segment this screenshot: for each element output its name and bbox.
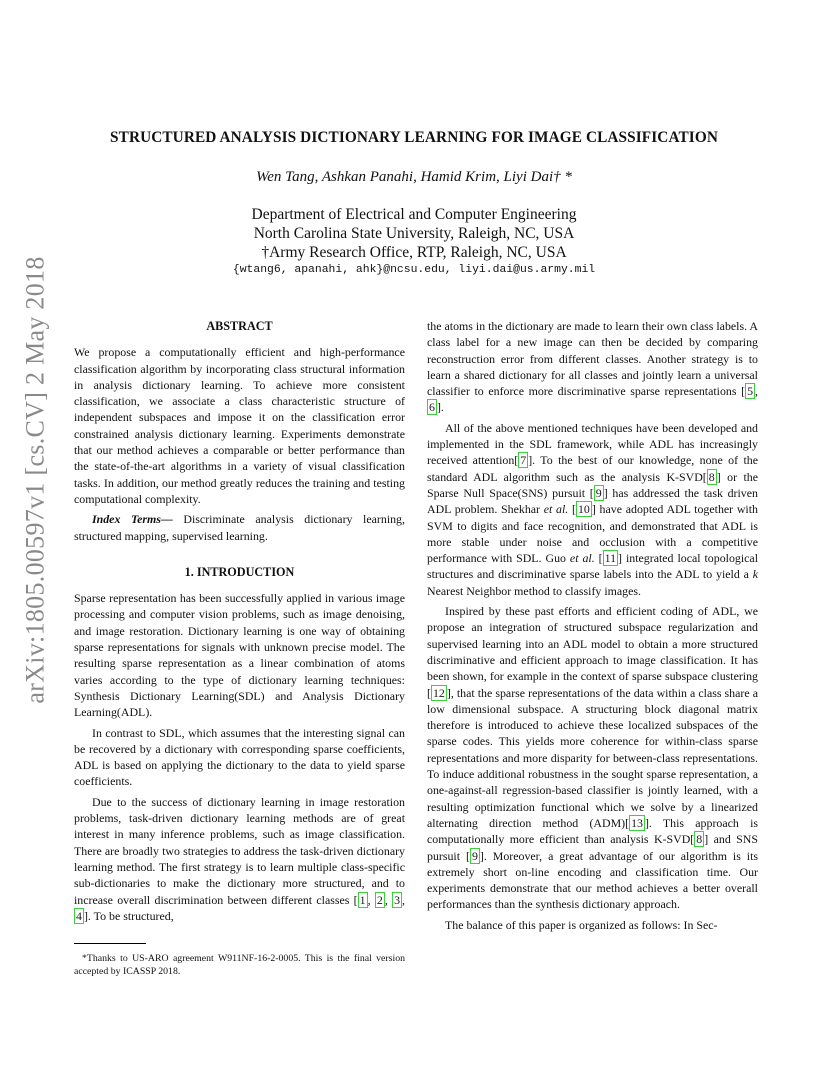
citation-link-12[interactable]: 12 [432,685,445,700]
citation-link-8[interactable]: 8 [708,469,715,484]
right-p2-text-b: ]. To the best of our knowledge, none of the standard ADL algorithm such as the analysis K-SVD[ [427,453,758,484]
et-al-guo: et al. [569,551,595,566]
abstract-text: We propose a computationally efficient and high-performance classification algorithm by incorporating class structural information in analysis dictionary learning. To achieve more consistent classification, we associate a class characteristic structure of independent subspaces and impose it on the classification error constrained analysis dictionary learning. Experiments demonstrate that our method achieves a comparable or better performance than the state-of-the-art algorithms in a variety of visual classification tasks. In addition, our method greatly reduces the training and testing computational complexity. [74,345,405,506]
intro-paragraph-2: In contrast to SDL, which assumes that the interesting signal can be recovered by a dictionary with corresponding sparse coefficients, ADL is based on applying the dictionary to the data to yield sparse coefficients. [74,725,405,789]
right-p2-text-c: ] or the Sparse Null Space(SNS) pursuit [ [427,469,758,500]
citation-link-1[interactable]: 1 [359,892,366,907]
citation-link-4[interactable]: 4 [76,908,82,923]
intro-paragraph-3: Due to the success of dictionary learning in image restoration problems, task-driven dictionary learning methods are of great interest in many inference problems, such as image classification. There are broadly two strategies to address the task-driven dictionary learning method. The first strategy is to learn multiple class-specific sub-dictionaries to make the dictionary more structured, and to increase overall discrimination between different classes [ 1 , 2 , 3 , 4 ]. To be structured, [74,794,406,923]
right-p3-text-c: ]. This approach is computationally more efficient than analysis K-SVD[ [427,815,758,847]
citation-link-6[interactable]: 6 [429,400,435,415]
right-p3-text-e: ]. Moreover, a great advantage of our algorithm is its extremely short on-line encoding and classification time. Our experiments demonstrate that our method achieves a better overall performances than the synthesis dictionary approach. [427,848,758,912]
citation-link-10[interactable]: 10 [577,502,590,517]
right-p2-text-g: Nearest Neighbor method to classify images. [427,583,641,598]
index-terms-label: Index Terms— [92,512,173,527]
right-p1-text-b: ]. [436,400,444,415]
index-terms [74,511,405,544]
citation-link-7[interactable]: 7 [520,453,527,468]
right-p1-text-a: the atoms in the dictionary are made to learn their own class labels. A class label for a new image can then be decided by comparing reconstruction error from different classes. Another strategy is to learn a shared dictionary for all classes and jointly learn a universal classifier to enforce more discriminative sparse representations [ [427,319,758,399]
right-p3-text-a: Inspired by these past efforts and efficient coding of ADL, we propose an integration of structured subspace regularization and supervised learning into an ADL model to obtain a more structured discriminative and efficient approach to image classification. It has been shown, for example in the context of sparse subspace clustering [ [427,604,758,700]
paper-authors: Wen Tang, Ashkan Panahi, Hamid Krim, Liyi Dai† * [256,169,572,185]
right-column [427,318,758,933]
right-p2-text-a: All of the above mentioned techniques have been developed and implemented in the SDL framework, while ADL has increasingly received attention[ [427,420,758,468]
citation-link-9[interactable]: 9 [595,485,602,500]
index-terms-text: Discriminate analysis dictionary learning, structured mapping, supervised learning. [74,512,405,543]
right-paragraph-1: the atoms in the dictionary are made to learn their own class labels. A class label for a new image can then be decided by comparing reconstruction error from different classes. Another strategy is to learn a shared dictionary for all classes and jointly learn a universal classifier to enforce more discriminative sparse representations [ 5 , 6 ]. [427,319,758,415]
intro-paragraph-1: Sparse representation has been successfully applied in various image processing and computer vision problems, such as image denoising, and image restoration. Dictionary learning is one way of obtaining sparse representations for signals with unknown precise model. The resulting sparse representation as a linear combination of atoms varies according to the type of dictionary learning techniques: Synthesis Dictionary Learning(SDL) and Analysis Dictionary Learning(ADL). [74,591,405,720]
citation-link-8b[interactable]: 8 [696,832,703,847]
right-paragraph-2: All of the above mentioned techniques have been developed and implemented in the SDL framework, while ADL has increasingly received attention[ 7 ]. To the best of our knowledge, none of the standard ADL algorithm such as the analysis K-SVD[ 8 ] or the Sparse Null Space(SNS) pursuit [ 9 ] has addressed the task driven ADL problem. Shekhar et al. [ 10 ] have adopted ADL together with SVM to digits and face recognition, and demonstrated that ADL is more stable under noise and occlusion with a competitive performance with SDL. Guo et al. [ 11 ] integrated local topological structures and discriminative sparse labels into the ADL to yield a k Nearest Neighbor method to classify images. [427,420,758,598]
citation-link-11[interactable]: 11 [604,551,617,566]
right-p3-text-d: ] and SNS pursuit [ [427,832,758,863]
citation-link-9b[interactable]: 9 [471,848,478,863]
footnote-rule [74,943,146,944]
paper-title: STRUCTURED ANALYSIS DICTIONARY LEARNING FOR IMAGE CLASSIFICATION [110,129,718,146]
citation-link-3[interactable]: 3 [394,892,401,907]
footnote [74,943,405,978]
affiliation-line-2: North Carolina State University, Raleigh, NC, USA [253,225,575,242]
right-p2-text-e: have adopted ADL together with SVM to digits and face recognition, and demonstrated that ADL is more stable under noise and occlusion with a competitive performance with SDL. Guo [427,502,758,566]
citation-link-2[interactable]: 2 [376,892,383,907]
left-column [74,318,405,924]
citation-link-13[interactable]: 13 [631,815,643,830]
math-k: k [752,567,758,582]
right-p2-text-d: ] has addressed the task driven ADL problem. Shekhar [427,485,758,517]
intro-p3-text-a: Due to the success of dictionary learning in image restoration problems, task-driven dictionary learning methods are of great interest in many inference problems, such as image classification. There are broadly two strategies to address the task-driven dictionary learning method. The first strategy is to learn multiple class-specific sub-dictionaries to make the dictionary more structured, and to increase overall discrimination between different classes [ [74,794,405,907]
citation-link-5[interactable]: 5 [747,384,754,399]
affiliation-line-1: Department of Electrical and Computer Engineering [251,206,577,223]
abstract-heading: ABSTRACT [206,319,273,333]
right-paragraph-4: The balance of this paper is organized as follows: In Sec- [445,917,718,932]
affiliation-line-3: †Army Research Office, RTP, Raleigh, NC, USA [261,244,567,261]
arxiv-identifier [20,256,52,704]
intro-p3-text-b: ]. To be structured, [83,908,174,923]
introduction-heading: 1. INTRODUCTION [184,564,295,579]
right-p2-text-f: integrated local topological structures and discriminative sparse labels into the ADL to yield a [427,551,758,582]
affiliation-block [0,205,828,262]
author-emails: {wtang6, apanahi, ahk}@ncsu.edu, liyi.dai@us.army.mil [232,264,596,276]
right-p3-text-b: ], that the sparse representations of the data within a class share a low dimensional subspace. A structuring block diagonal matrix therefore is introduced to achieve these localized subspaces of the sparse codes. This yields more coherence for within-class sparse representations and more disparity for between-class representations. To induce additional robustness in the sought sparse representation, a one-against-all regression-based classifier is jointly learned, with a resulting optimization functional which we solve by a linearized alternating direction method (ADM)[ [427,685,758,830]
arxiv-id-text: arXiv:1805.00597v1 [cs.CV] 2 May 2018 [21,256,50,704]
footnote-text: *Thanks to US-ARO agreement W911NF-16-2-0005. This is the final version accepted by ICASSP 2018. [74,953,405,977]
right-paragraph-3 [427,603,758,913]
et-al-shekhar: et al. [543,502,569,517]
